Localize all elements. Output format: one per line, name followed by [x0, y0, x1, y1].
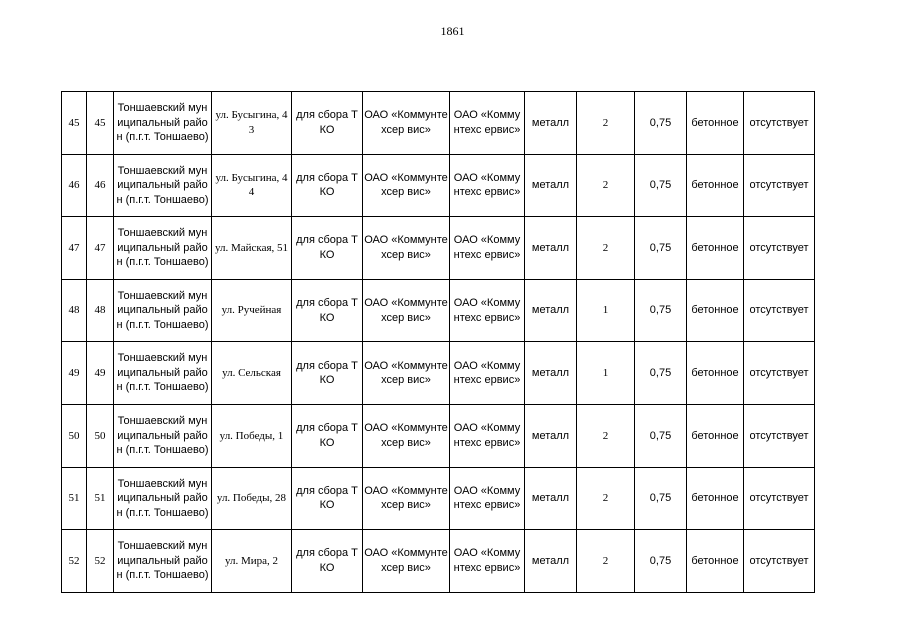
cell-operator: ОАО «Коммунтехс ервис» [450, 279, 525, 342]
cell-site-number: 45 [87, 92, 114, 155]
cell-container-volume: 0,75 [635, 342, 687, 405]
cell-operator: ОАО «Коммунтехс ервис» [450, 530, 525, 593]
cell-container-volume: 0,75 [635, 467, 687, 530]
cell-row-number: 51 [62, 467, 87, 530]
cell-purpose: для сбора ТКО [292, 530, 363, 593]
cell-container-material: металл [525, 404, 577, 467]
table-row [62, 530, 815, 593]
cell-surface-type: бетонное [687, 530, 744, 593]
cell-surface-type: бетонное [687, 154, 744, 217]
cell-container-count: 1 [577, 342, 635, 405]
cell-purpose: для сбора ТКО [292, 342, 363, 405]
cell-container-volume: 0,75 [635, 279, 687, 342]
cell-owner: ОАО «Коммунтехсер вис» [363, 404, 450, 467]
cell-surface-type: бетонное [687, 342, 744, 405]
cell-street-address: ул. Бусыгина, 44 [212, 154, 292, 217]
cell-surface-type: бетонное [687, 467, 744, 530]
cell-purpose: для сбора ТКО [292, 217, 363, 280]
cell-container-material: металл [525, 154, 577, 217]
table-row [62, 404, 815, 467]
cell-container-material: металл [525, 217, 577, 280]
cell-district: Тоншаевский муниципальный район (п.г.т. Тоншаево) [114, 217, 212, 280]
cell-site-number: 49 [87, 342, 114, 405]
cell-row-number: 46 [62, 154, 87, 217]
cell-street-address: ул. Майская, 51 [212, 217, 292, 280]
cell-container-volume: 0,75 [635, 154, 687, 217]
cell-container-count: 2 [577, 467, 635, 530]
table-body [62, 92, 815, 593]
cell-purpose: для сбора ТКО [292, 279, 363, 342]
cell-street-address: ул. Победы, 1 [212, 404, 292, 467]
cell-district: Тоншаевский муниципальный район (п.г.т. Тоншаево) [114, 467, 212, 530]
table-row [62, 342, 815, 405]
cell-street-address: ул. Победы, 28 [212, 467, 292, 530]
container-sites-table [61, 91, 815, 593]
cell-operator: ОАО «Коммунтехс ервис» [450, 467, 525, 530]
cell-fence: отсутствует [744, 404, 815, 467]
table-row [62, 154, 815, 217]
cell-site-number: 48 [87, 279, 114, 342]
cell-container-material: металл [525, 530, 577, 593]
cell-surface-type: бетонное [687, 279, 744, 342]
cell-owner: ОАО «Коммунтехсер вис» [363, 530, 450, 593]
cell-district: Тоншаевский муниципальный район (п.г.т. Тоншаево) [114, 342, 212, 405]
cell-fence: отсутствует [744, 154, 815, 217]
cell-container-count: 2 [577, 530, 635, 593]
cell-purpose: для сбора ТКО [292, 467, 363, 530]
cell-street-address: ул. Ручейная [212, 279, 292, 342]
cell-owner: ОАО «Коммунтехсер вис» [363, 217, 450, 280]
cell-row-number: 52 [62, 530, 87, 593]
cell-owner: ОАО «Коммунтехсер вис» [363, 92, 450, 155]
cell-container-count: 2 [577, 404, 635, 467]
cell-container-volume: 0,75 [635, 92, 687, 155]
cell-row-number: 45 [62, 92, 87, 155]
cell-purpose: для сбора ТКО [292, 92, 363, 155]
cell-container-material: металл [525, 279, 577, 342]
cell-container-material: металл [525, 342, 577, 405]
cell-street-address: ул. Сельская [212, 342, 292, 405]
cell-purpose: для сбора ТКО [292, 154, 363, 217]
cell-owner: ОАО «Коммунтехсер вис» [363, 467, 450, 530]
cell-site-number: 52 [87, 530, 114, 593]
cell-fence: отсутствует [744, 279, 815, 342]
cell-surface-type: бетонное [687, 404, 744, 467]
cell-district: Тоншаевский муниципальный район (п.г.т. Тоншаево) [114, 530, 212, 593]
cell-row-number: 50 [62, 404, 87, 467]
cell-container-material: металл [525, 92, 577, 155]
cell-container-count: 2 [577, 92, 635, 155]
table-row [62, 279, 815, 342]
cell-container-volume: 0,75 [635, 404, 687, 467]
cell-operator: ОАО «Коммунтехс ервис» [450, 217, 525, 280]
table-row [62, 217, 815, 280]
cell-purpose: для сбора ТКО [292, 404, 363, 467]
cell-container-count: 1 [577, 279, 635, 342]
cell-row-number: 47 [62, 217, 87, 280]
page-number: 1861 [440, 24, 465, 38]
cell-site-number: 47 [87, 217, 114, 280]
cell-surface-type: бетонное [687, 92, 744, 155]
table-row [62, 92, 815, 155]
cell-district: Тоншаевский муниципальный район (п.г.т. Тоншаево) [114, 404, 212, 467]
cell-district: Тоншаевский муниципальный район (п.г.т. Тоншаево) [114, 279, 212, 342]
cell-fence: отсутствует [744, 217, 815, 280]
cell-fence: отсутствует [744, 467, 815, 530]
cell-owner: ОАО «Коммунтехсер вис» [363, 154, 450, 217]
cell-fence: отсутствует [744, 530, 815, 593]
cell-street-address: ул. Бусыгина, 43 [212, 92, 292, 155]
cell-container-count: 2 [577, 154, 635, 217]
cell-site-number: 51 [87, 467, 114, 530]
cell-fence: отсутствует [744, 92, 815, 155]
cell-district: Тоншаевский муниципальный район (п.г.т. Тоншаево) [114, 92, 212, 155]
cell-container-volume: 0,75 [635, 530, 687, 593]
cell-owner: ОАО «Коммунтехсер вис» [363, 279, 450, 342]
cell-site-number: 50 [87, 404, 114, 467]
cell-site-number: 46 [87, 154, 114, 217]
cell-operator: ОАО «Коммунтехс ервис» [450, 342, 525, 405]
cell-surface-type: бетонное [687, 217, 744, 280]
cell-district: Тоншаевский муниципальный район (п.г.т. Тоншаево) [114, 154, 212, 217]
cell-street-address: ул. Мира, 2 [212, 530, 292, 593]
cell-owner: ОАО «Коммунтехсер вис» [363, 342, 450, 405]
cell-operator: ОАО «Коммунтехс ервис» [450, 154, 525, 217]
cell-row-number: 49 [62, 342, 87, 405]
cell-container-count: 2 [577, 217, 635, 280]
table-row [62, 467, 815, 530]
cell-container-material: металл [525, 467, 577, 530]
cell-operator: ОАО «Коммунтехс ервис» [450, 92, 525, 155]
cell-row-number: 48 [62, 279, 87, 342]
cell-fence: отсутствует [744, 342, 815, 405]
cell-operator: ОАО «Коммунтехс ервис» [450, 404, 525, 467]
cell-container-volume: 0,75 [635, 217, 687, 280]
